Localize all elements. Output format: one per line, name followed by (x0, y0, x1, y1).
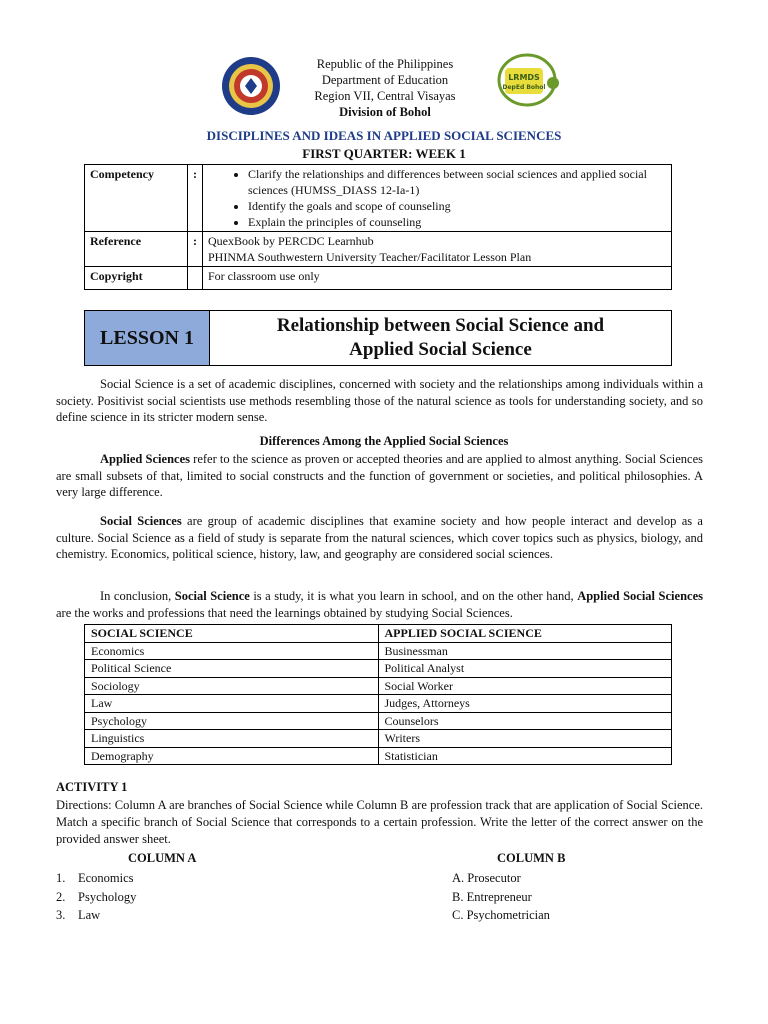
lesson-title (210, 311, 671, 365)
table-row (85, 712, 672, 730)
social-text: are group of academic disciplines that examine society and how people interact and develop as a culture. Social Science as a field of study is separate from the natural sciences, which cover topics such as physics, biology, and chemistry. Economics, political science, history, law, and geography are considered social sciences. (56, 514, 703, 561)
colon: : (188, 232, 203, 267)
table-cell: Economics (85, 642, 379, 660)
differences-heading: Differences Among the Applied Social Sciences (259, 434, 509, 448)
table-cell: Sociology (85, 677, 379, 695)
header-republic: Republic of the Philippines (316, 57, 454, 71)
reference-value (203, 232, 672, 267)
colon-empty (188, 267, 203, 290)
applied-text: refer to the science as proven or accepted theories and are applied to almost anything. Social Sciences are small subsets of that, limited to social constructs and the function of government or societies, and political philosophies. A very large difference. (56, 452, 703, 499)
subject-title: DISCIPLINES AND IDEAS IN APPLIED SOCIAL SCIENCES (206, 128, 562, 143)
table-row (85, 730, 672, 748)
conclusion-part3: are the works and professions that need the learnings obtained by studying Social Sciences. (56, 605, 513, 620)
intro-text: Social Science is a set of academic disciplines, concerned with society and the relationships among individuals within a society. Positivist social scientists use methods resembling those of the natural science as tools for understanding society, and so define science in its stricter modern sense. (56, 377, 703, 424)
copyright-value: For classroom use only (203, 267, 672, 290)
list-item: C. Psychometrician (452, 908, 550, 922)
table-cell: Political Analyst (378, 660, 672, 678)
applied-paragraph (56, 451, 703, 501)
header-department: Department of Education (321, 73, 449, 87)
competency-row (85, 165, 672, 232)
reference-line: PHINMA Southwestern University Teacher/Facilitator Lesson Plan (208, 250, 532, 264)
table-cell: Writers (378, 730, 672, 748)
lrmds-logo-text: LRMDS (508, 73, 540, 82)
list-item: A. Prosecutor (452, 871, 521, 885)
social-science-table (84, 624, 672, 765)
lesson-header-box (84, 310, 672, 366)
conclusion-part2: is a study, it is what you learn in school, and on the other hand, (249, 589, 578, 603)
copyright-label: Copyright (85, 267, 188, 290)
lrmds-logo-subtext: DepEd Bohol (502, 84, 546, 91)
competency-label: Competency (85, 165, 188, 232)
item-number: 2. (56, 889, 66, 904)
lrmds-logo (497, 53, 565, 107)
header-region: Region VII, Central Visayas (314, 89, 456, 103)
item-text: Economics (78, 871, 134, 885)
table-cell: Statistician (378, 747, 672, 765)
lesson-title-line1: Relationship between Social Science and (276, 315, 605, 336)
table-cell: Businessman (378, 642, 672, 660)
column-b-title: COLUMN B (497, 851, 566, 865)
list-item (56, 888, 136, 907)
table-cell: Linguistics (85, 730, 379, 748)
reference-line: QuexBook by PERCDC Learnhub (208, 234, 374, 248)
reference-row (85, 232, 672, 267)
list-item (56, 906, 136, 925)
intro-paragraph (56, 376, 703, 426)
table-row (85, 695, 672, 713)
competency-item: • Identify the goals and scope of counseling (248, 198, 666, 214)
table-row (85, 642, 672, 660)
colon: : (188, 165, 203, 232)
competency-list-cell (203, 165, 672, 232)
applied-bold: Applied Sciences (100, 452, 190, 466)
social-paragraph (56, 513, 703, 563)
column-a-list (56, 869, 136, 925)
conclusion-part1: In conclusion, (100, 589, 175, 603)
column-b-list (452, 869, 550, 925)
lesson-number: LESSON 1 (85, 311, 210, 365)
activity-directions: Directions: Column A are branches of Social Science while Column B are profession track that are application of Social Science. Match a specific branch of Social Science that corresponds to a certain profession. Write the letter of the correct answer on the provided answer sheet. (56, 798, 703, 846)
header-block (250, 56, 520, 120)
column-header-social-science: SOCIAL SCIENCE (85, 625, 379, 643)
table-cell: Law (85, 695, 379, 713)
item-number: 3. (56, 908, 66, 922)
conclusion-paragraph (56, 588, 703, 621)
table-header-row (85, 625, 672, 643)
item-text: Psychology (78, 889, 137, 904)
header-division: Division of Bohol (339, 105, 431, 119)
competency-list (208, 166, 666, 230)
table-row (85, 677, 672, 695)
item-number: 1. (56, 871, 66, 885)
table-row (85, 660, 672, 678)
table-cell: Counselors (378, 712, 672, 730)
copyright-row (85, 267, 672, 290)
competency-table (84, 164, 672, 290)
table-cell: Social Worker (378, 677, 672, 695)
lesson-title-line2: Applied Social Science (349, 339, 532, 360)
competency-item: • Clarify the relationships and differences between social sciences and applied social sciences (HUMSS_DIASS 12-Ia-1) (248, 166, 666, 198)
item-text: Law (78, 908, 101, 922)
column-a-title: COLUMN A (128, 851, 197, 865)
reference-label: Reference (85, 232, 188, 267)
table-cell: Demography (85, 747, 379, 765)
conclusion-bold2: Applied Social Sciences (577, 589, 703, 603)
list-item (56, 869, 136, 888)
quarter-title: FIRST QUARTER: WEEK 1 (302, 146, 466, 161)
competency-item: • Explain the principles of counseling (248, 214, 666, 230)
conclusion-bold1: Social Science (174, 589, 250, 603)
table-row (85, 747, 672, 765)
activity-title: ACTIVITY 1 (56, 780, 128, 794)
table-cell: Psychology (85, 712, 379, 730)
table-cell: Judges, Attorneys (378, 695, 672, 713)
list-item: B. Entrepreneur (452, 889, 532, 904)
table-cell: Political Science (85, 660, 379, 678)
social-bold: Social Sciences (100, 514, 182, 528)
column-header-applied-social-science: APPLIED SOCIAL SCIENCE (378, 625, 672, 643)
